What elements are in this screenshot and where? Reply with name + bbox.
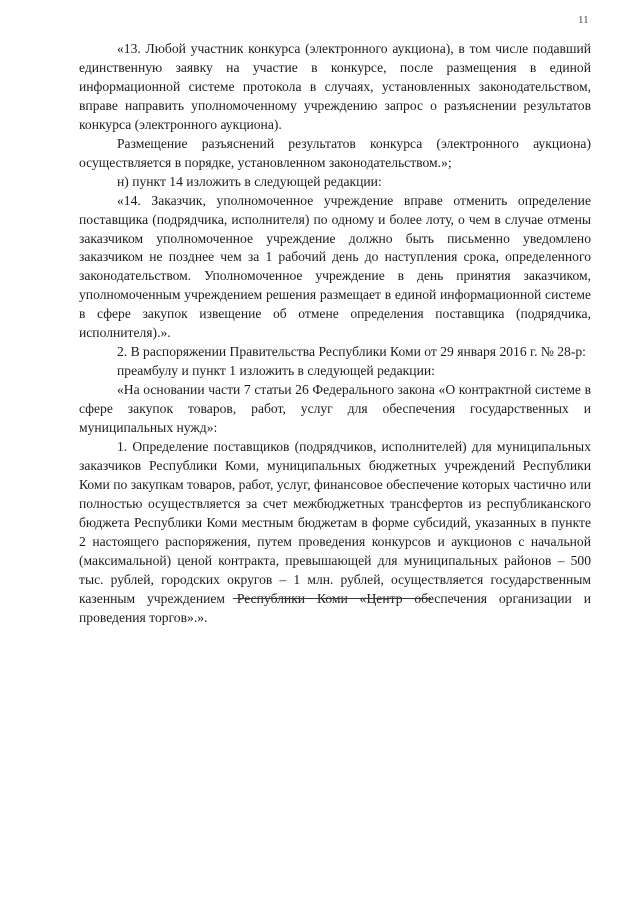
page-number: 11 xyxy=(578,14,589,26)
end-separator-line xyxy=(233,598,431,599)
paragraph-preamble-instruction: преамбулу и пункт 1 изложить в следующей редакции: xyxy=(117,363,435,379)
paragraph-clarification-placement: Размещение разъяснений результатов конкурса (электронного аукциона) осуществляется в порядке, установленном законодательством.»; xyxy=(79,135,591,170)
paragraph-clause-14: «14. Заказчик, уполномоченное учреждение вправе отменить определение поставщика (подрядчика, исполнителя) по одному и более лоту, о чем в случае отмены заказчиком уполномоченное учреждение должно быть письменно уведомлено заказчиком не позднее чем за 1 рабочий день до наступления срока, определенного законодательством. Уполномоченное учреждение в день принятия заказчиком, уполномоченным учреждением решения размещает в единой информационной системе в сфере закупок извещение об отмене определения поставщика (подрядчика, исполнителя).». xyxy=(79,192,591,341)
paragraph-legal-basis: «На основании части 7 статьи 26 Федерального закона «О контрактной системе в сфере закупок товаров, работ, услуг для обеспечения государственных и муниципальных нужд»: xyxy=(79,382,591,436)
paragraph-item-2: 2. В распоряжении Правительства Республики Коми от 29 января 2016 г. № 28-р: xyxy=(117,344,586,360)
paragraph-item-1: 1. Определение поставщиков (подрядчиков, исполнителей) для муниципальных заказчиков Республики Коми, муниципальных бюджетных учреждений Республики Коми по закупкам товаров, работ, услуг, финансовое обеспечение которых частично или полностью осуществляется за счет межбюджетных трансфертов из республиканского бюджета Республики Коми местным бюджетам в форме субсидий, указанных в пункте 2 настоящего распоряжения, путем проведения конкурсов и аукционов с начальной (максимальной) ценой контракта, превышающей для муниципальных районов – 500 тыс. рублей, городских округов – 1 млн. рублей, осуществляется государственным казенным учреждением Республики Коми «Центр обеспечения организации и проведения торгов».». xyxy=(79,439,591,625)
paragraph-subitem-n: н) пункт 14 изложить в следующей редакции: xyxy=(117,173,382,189)
paragraph-clause-13: «13. Любой участник конкурса (электронного аукциона), в том числе подавший единственную заявку на участие в конкурсе, после размещения в единой информационной системе протокола в случаях, установленных законодательством, вправе направить уполномоченному учреждению запрос о разъяснении результатов конкурса (электронного аукциона). xyxy=(79,41,591,132)
document-body xyxy=(79,40,591,628)
